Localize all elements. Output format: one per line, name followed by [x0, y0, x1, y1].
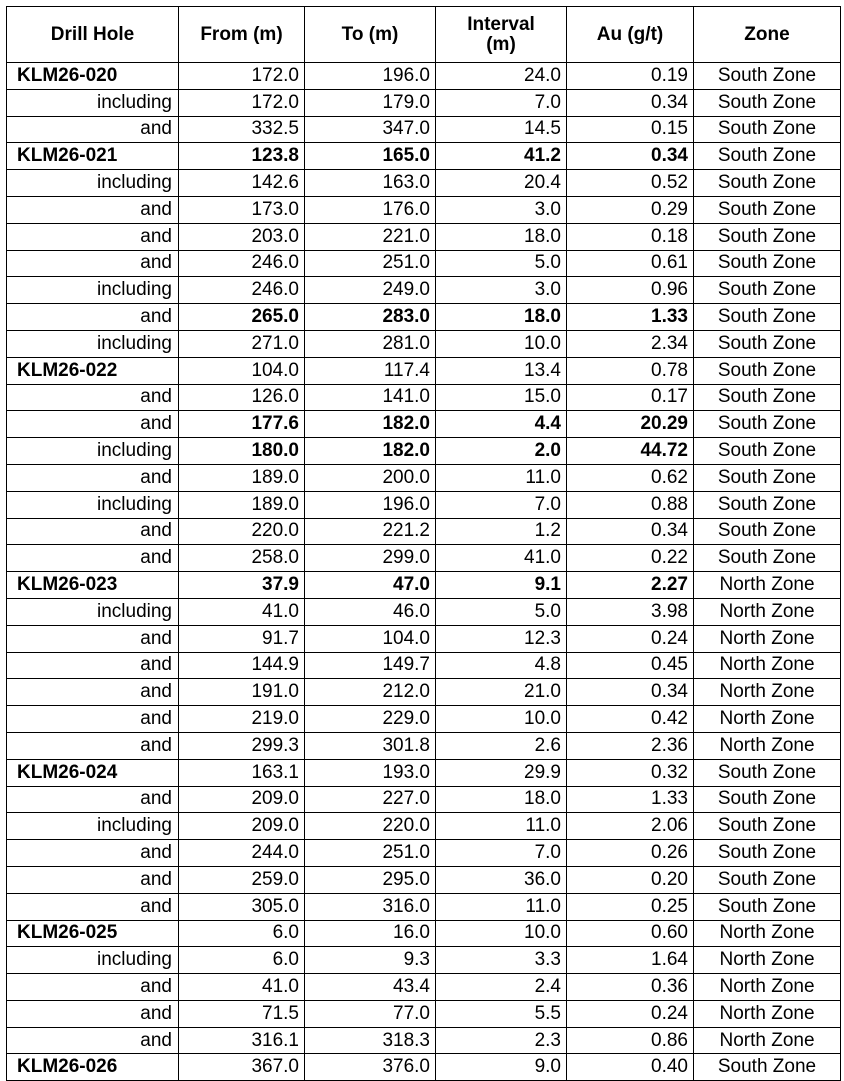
table-row: [7, 1027, 841, 1054]
from-cell: 299.3: [179, 732, 305, 759]
to-cell: 347.0: [305, 116, 436, 143]
to-cell: 221.0: [305, 223, 436, 250]
table-row: [7, 840, 841, 867]
table-row: [7, 63, 841, 90]
from-cell: 71.5: [179, 1000, 305, 1027]
header-to: To (m): [305, 7, 436, 63]
zone-cell: South Zone: [694, 518, 841, 545]
zone-cell: South Zone: [694, 384, 841, 411]
to-cell: 77.0: [305, 1000, 436, 1027]
from-cell: 219.0: [179, 706, 305, 733]
zone-cell: South Zone: [694, 63, 841, 90]
drill-hole-cell: and: [7, 196, 179, 223]
au-cell: 44.72: [567, 438, 694, 465]
from-cell: 180.0: [179, 438, 305, 465]
interval-cell: 4.8: [436, 652, 567, 679]
zone-cell: North Zone: [694, 732, 841, 759]
to-cell: 196.0: [305, 491, 436, 518]
au-cell: 0.42: [567, 706, 694, 733]
to-cell: 46.0: [305, 598, 436, 625]
drill-hole-cell: and: [7, 732, 179, 759]
from-cell: 259.0: [179, 866, 305, 893]
zone-cell: South Zone: [694, 170, 841, 197]
au-cell: 0.17: [567, 384, 694, 411]
to-cell: 196.0: [305, 63, 436, 90]
au-cell: 0.26: [567, 840, 694, 867]
interval-cell: 9.1: [436, 572, 567, 599]
interval-cell: 11.0: [436, 813, 567, 840]
drill-hole-cell: KLM26-024: [7, 759, 179, 786]
drill-hole-cell: KLM26-026: [7, 1054, 179, 1081]
to-cell: 316.0: [305, 893, 436, 920]
au-cell: 0.34: [567, 679, 694, 706]
interval-cell: 11.0: [436, 893, 567, 920]
to-cell: 251.0: [305, 840, 436, 867]
interval-cell: 10.0: [436, 706, 567, 733]
table-row: [7, 1000, 841, 1027]
to-cell: 193.0: [305, 759, 436, 786]
drill-hole-cell: KLM26-020: [7, 63, 179, 90]
zone-cell: North Zone: [694, 652, 841, 679]
drill-hole-cell: including: [7, 598, 179, 625]
drill-hole-cell: KLM26-023: [7, 572, 179, 599]
interval-cell: 18.0: [436, 223, 567, 250]
from-cell: 189.0: [179, 464, 305, 491]
interval-cell: 15.0: [436, 384, 567, 411]
zone-cell: South Zone: [694, 893, 841, 920]
au-cell: 20.29: [567, 411, 694, 438]
interval-cell: 5.0: [436, 598, 567, 625]
zone-cell: North Zone: [694, 1027, 841, 1054]
interval-cell: 3.0: [436, 196, 567, 223]
drill-hole-cell: including: [7, 89, 179, 116]
to-cell: 182.0: [305, 438, 436, 465]
au-cell: 2.34: [567, 330, 694, 357]
table-row: [7, 384, 841, 411]
drill-hole-cell: and: [7, 518, 179, 545]
interval-cell: 2.6: [436, 732, 567, 759]
interval-cell: 2.4: [436, 974, 567, 1001]
to-cell: 117.4: [305, 357, 436, 384]
drill-hole-cell: and: [7, 464, 179, 491]
interval-cell: 5.0: [436, 250, 567, 277]
zone-cell: North Zone: [694, 1000, 841, 1027]
au-cell: 0.60: [567, 920, 694, 947]
to-cell: 376.0: [305, 1054, 436, 1081]
interval-cell: 7.0: [436, 491, 567, 518]
table-row: [7, 920, 841, 947]
interval-cell: 5.5: [436, 1000, 567, 1027]
au-cell: 0.29: [567, 196, 694, 223]
header-zone: Zone: [694, 7, 841, 63]
au-cell: 2.27: [567, 572, 694, 599]
drill-hole-cell: and: [7, 411, 179, 438]
interval-cell: 3.0: [436, 277, 567, 304]
table-row: [7, 170, 841, 197]
from-cell: 173.0: [179, 196, 305, 223]
drill-hole-cell: and: [7, 1027, 179, 1054]
header-interval-label: Interval (m): [467, 13, 535, 55]
interval-cell: 9.0: [436, 1054, 567, 1081]
from-cell: 41.0: [179, 598, 305, 625]
drill-hole-cell: including: [7, 438, 179, 465]
zone-cell: South Zone: [694, 250, 841, 277]
from-cell: 163.1: [179, 759, 305, 786]
au-cell: 0.62: [567, 464, 694, 491]
from-cell: 246.0: [179, 250, 305, 277]
from-cell: 142.6: [179, 170, 305, 197]
from-cell: 172.0: [179, 63, 305, 90]
zone-cell: South Zone: [694, 759, 841, 786]
from-cell: 177.6: [179, 411, 305, 438]
interval-cell: 12.3: [436, 625, 567, 652]
header-drill-hole: Drill Hole: [7, 7, 179, 63]
table-row: [7, 304, 841, 331]
au-cell: 0.45: [567, 652, 694, 679]
table-row: [7, 706, 841, 733]
to-cell: 163.0: [305, 170, 436, 197]
au-cell: 0.20: [567, 866, 694, 893]
to-cell: 176.0: [305, 196, 436, 223]
from-cell: 220.0: [179, 518, 305, 545]
table-row: [7, 223, 841, 250]
au-cell: 1.33: [567, 786, 694, 813]
from-cell: 209.0: [179, 813, 305, 840]
table-row: [7, 813, 841, 840]
au-cell: 2.36: [567, 732, 694, 759]
zone-cell: South Zone: [694, 357, 841, 384]
au-cell: 0.34: [567, 518, 694, 545]
interval-cell: 14.5: [436, 116, 567, 143]
zone-cell: South Zone: [694, 116, 841, 143]
interval-cell: 7.0: [436, 89, 567, 116]
table-row: [7, 411, 841, 438]
to-cell: 227.0: [305, 786, 436, 813]
zone-cell: South Zone: [694, 223, 841, 250]
interval-cell: 18.0: [436, 304, 567, 331]
table-row: [7, 572, 841, 599]
from-cell: 6.0: [179, 947, 305, 974]
interval-cell: 21.0: [436, 679, 567, 706]
table-row: [7, 679, 841, 706]
drill-hole-cell: including: [7, 170, 179, 197]
drill-hole-cell: KLM26-021: [7, 143, 179, 170]
drill-hole-cell: KLM26-022: [7, 357, 179, 384]
au-cell: 2.06: [567, 813, 694, 840]
interval-cell: 41.0: [436, 545, 567, 572]
to-cell: 43.4: [305, 974, 436, 1001]
drill-hole-cell: and: [7, 250, 179, 277]
table-row: [7, 545, 841, 572]
from-cell: 258.0: [179, 545, 305, 572]
from-cell: 172.0: [179, 89, 305, 116]
table-row: [7, 652, 841, 679]
table-row: [7, 786, 841, 813]
to-cell: 221.2: [305, 518, 436, 545]
to-cell: 104.0: [305, 625, 436, 652]
table-row: [7, 464, 841, 491]
table-row: [7, 491, 841, 518]
zone-cell: South Zone: [694, 813, 841, 840]
drill-hole-cell: and: [7, 384, 179, 411]
from-cell: 37.9: [179, 572, 305, 599]
au-cell: 0.25: [567, 893, 694, 920]
zone-cell: South Zone: [694, 840, 841, 867]
au-cell: 0.32: [567, 759, 694, 786]
drill-hole-cell: and: [7, 625, 179, 652]
table-row: [7, 598, 841, 625]
zone-cell: South Zone: [694, 330, 841, 357]
from-cell: 104.0: [179, 357, 305, 384]
to-cell: 212.0: [305, 679, 436, 706]
zone-cell: South Zone: [694, 1054, 841, 1081]
au-cell: 0.18: [567, 223, 694, 250]
au-cell: 0.24: [567, 625, 694, 652]
to-cell: 141.0: [305, 384, 436, 411]
drill-results-table: [6, 6, 841, 1081]
interval-cell: 10.0: [436, 920, 567, 947]
au-cell: 1.64: [567, 947, 694, 974]
zone-cell: South Zone: [694, 143, 841, 170]
table-row: [7, 732, 841, 759]
to-cell: 301.8: [305, 732, 436, 759]
drill-hole-cell: and: [7, 974, 179, 1001]
au-cell: 0.88: [567, 491, 694, 518]
au-cell: 0.34: [567, 89, 694, 116]
drill-hole-cell: and: [7, 223, 179, 250]
zone-cell: South Zone: [694, 411, 841, 438]
zone-cell: North Zone: [694, 625, 841, 652]
table-row: [7, 866, 841, 893]
au-cell: 0.40: [567, 1054, 694, 1081]
from-cell: 144.9: [179, 652, 305, 679]
interval-cell: 1.2: [436, 518, 567, 545]
table-row: [7, 116, 841, 143]
interval-cell: 2.3: [436, 1027, 567, 1054]
interval-cell: 24.0: [436, 63, 567, 90]
to-cell: 47.0: [305, 572, 436, 599]
zone-cell: South Zone: [694, 438, 841, 465]
drill-hole-cell: and: [7, 652, 179, 679]
zone-cell: North Zone: [694, 572, 841, 599]
interval-cell: 36.0: [436, 866, 567, 893]
drill-hole-cell: and: [7, 545, 179, 572]
zone-cell: South Zone: [694, 89, 841, 116]
header-interval: [436, 7, 567, 63]
drill-hole-cell: including: [7, 491, 179, 518]
au-cell: 0.36: [567, 974, 694, 1001]
to-cell: 318.3: [305, 1027, 436, 1054]
drill-hole-cell: including: [7, 330, 179, 357]
interval-cell: 7.0: [436, 840, 567, 867]
au-cell: 0.24: [567, 1000, 694, 1027]
zone-cell: North Zone: [694, 920, 841, 947]
interval-cell: 3.3: [436, 947, 567, 974]
to-cell: 299.0: [305, 545, 436, 572]
table-row: [7, 89, 841, 116]
to-cell: 220.0: [305, 813, 436, 840]
to-cell: 283.0: [305, 304, 436, 331]
from-cell: 332.5: [179, 116, 305, 143]
table-row: [7, 625, 841, 652]
drill-hole-cell: and: [7, 866, 179, 893]
drill-hole-cell: and: [7, 116, 179, 143]
to-cell: 251.0: [305, 250, 436, 277]
header-row: [7, 7, 841, 63]
from-cell: 316.1: [179, 1027, 305, 1054]
interval-cell: 13.4: [436, 357, 567, 384]
table-row: [7, 196, 841, 223]
au-cell: 0.15: [567, 116, 694, 143]
zone-cell: South Zone: [694, 277, 841, 304]
drill-hole-cell: and: [7, 304, 179, 331]
from-cell: 246.0: [179, 277, 305, 304]
zone-cell: North Zone: [694, 974, 841, 1001]
from-cell: 91.7: [179, 625, 305, 652]
au-cell: 1.33: [567, 304, 694, 331]
drill-hole-cell: and: [7, 786, 179, 813]
to-cell: 165.0: [305, 143, 436, 170]
table-row: [7, 947, 841, 974]
au-cell: 3.98: [567, 598, 694, 625]
table-row: [7, 1054, 841, 1081]
to-cell: 16.0: [305, 920, 436, 947]
from-cell: 305.0: [179, 893, 305, 920]
interval-cell: 20.4: [436, 170, 567, 197]
au-cell: 0.22: [567, 545, 694, 572]
table-row: [7, 759, 841, 786]
from-cell: 203.0: [179, 223, 305, 250]
au-cell: 0.78: [567, 357, 694, 384]
from-cell: 367.0: [179, 1054, 305, 1081]
zone-cell: South Zone: [694, 304, 841, 331]
drill-hole-cell: and: [7, 1000, 179, 1027]
drill-hole-cell: including: [7, 947, 179, 974]
from-cell: 126.0: [179, 384, 305, 411]
table-row: [7, 974, 841, 1001]
table-row: [7, 357, 841, 384]
to-cell: 200.0: [305, 464, 436, 491]
to-cell: 179.0: [305, 89, 436, 116]
table-row: [7, 518, 841, 545]
header-from: From (m): [179, 7, 305, 63]
interval-cell: 10.0: [436, 330, 567, 357]
au-cell: 0.19: [567, 63, 694, 90]
zone-cell: South Zone: [694, 786, 841, 813]
zone-cell: North Zone: [694, 706, 841, 733]
drill-hole-cell: and: [7, 679, 179, 706]
drill-hole-cell: and: [7, 893, 179, 920]
interval-cell: 2.0: [436, 438, 567, 465]
from-cell: 123.8: [179, 143, 305, 170]
table-row: [7, 893, 841, 920]
to-cell: 281.0: [305, 330, 436, 357]
to-cell: 149.7: [305, 652, 436, 679]
au-cell: 0.34: [567, 143, 694, 170]
from-cell: 191.0: [179, 679, 305, 706]
to-cell: 229.0: [305, 706, 436, 733]
interval-cell: 18.0: [436, 786, 567, 813]
zone-cell: South Zone: [694, 545, 841, 572]
drill-hole-cell: KLM26-025: [7, 920, 179, 947]
drill-hole-cell: and: [7, 706, 179, 733]
to-cell: 182.0: [305, 411, 436, 438]
header-au: Au (g/t): [567, 7, 694, 63]
table-row: [7, 250, 841, 277]
from-cell: 209.0: [179, 786, 305, 813]
zone-cell: North Zone: [694, 679, 841, 706]
table-row: [7, 143, 841, 170]
table-body: [7, 63, 841, 1081]
interval-cell: 41.2: [436, 143, 567, 170]
to-cell: 249.0: [305, 277, 436, 304]
interval-cell: 4.4: [436, 411, 567, 438]
from-cell: 189.0: [179, 491, 305, 518]
drill-hole-cell: including: [7, 813, 179, 840]
au-cell: 0.86: [567, 1027, 694, 1054]
drill-hole-cell: and: [7, 840, 179, 867]
from-cell: 271.0: [179, 330, 305, 357]
to-cell: 9.3: [305, 947, 436, 974]
au-cell: 0.96: [567, 277, 694, 304]
table-row: [7, 438, 841, 465]
zone-cell: North Zone: [694, 947, 841, 974]
to-cell: 295.0: [305, 866, 436, 893]
from-cell: 244.0: [179, 840, 305, 867]
from-cell: 41.0: [179, 974, 305, 1001]
drill-hole-cell: including: [7, 277, 179, 304]
au-cell: 0.61: [567, 250, 694, 277]
from-cell: 6.0: [179, 920, 305, 947]
zone-cell: South Zone: [694, 491, 841, 518]
from-cell: 265.0: [179, 304, 305, 331]
zone-cell: South Zone: [694, 196, 841, 223]
zone-cell: North Zone: [694, 598, 841, 625]
interval-cell: 29.9: [436, 759, 567, 786]
zone-cell: South Zone: [694, 866, 841, 893]
table-row: [7, 330, 841, 357]
au-cell: 0.52: [567, 170, 694, 197]
zone-cell: South Zone: [694, 464, 841, 491]
interval-cell: 11.0: [436, 464, 567, 491]
table-row: [7, 277, 841, 304]
